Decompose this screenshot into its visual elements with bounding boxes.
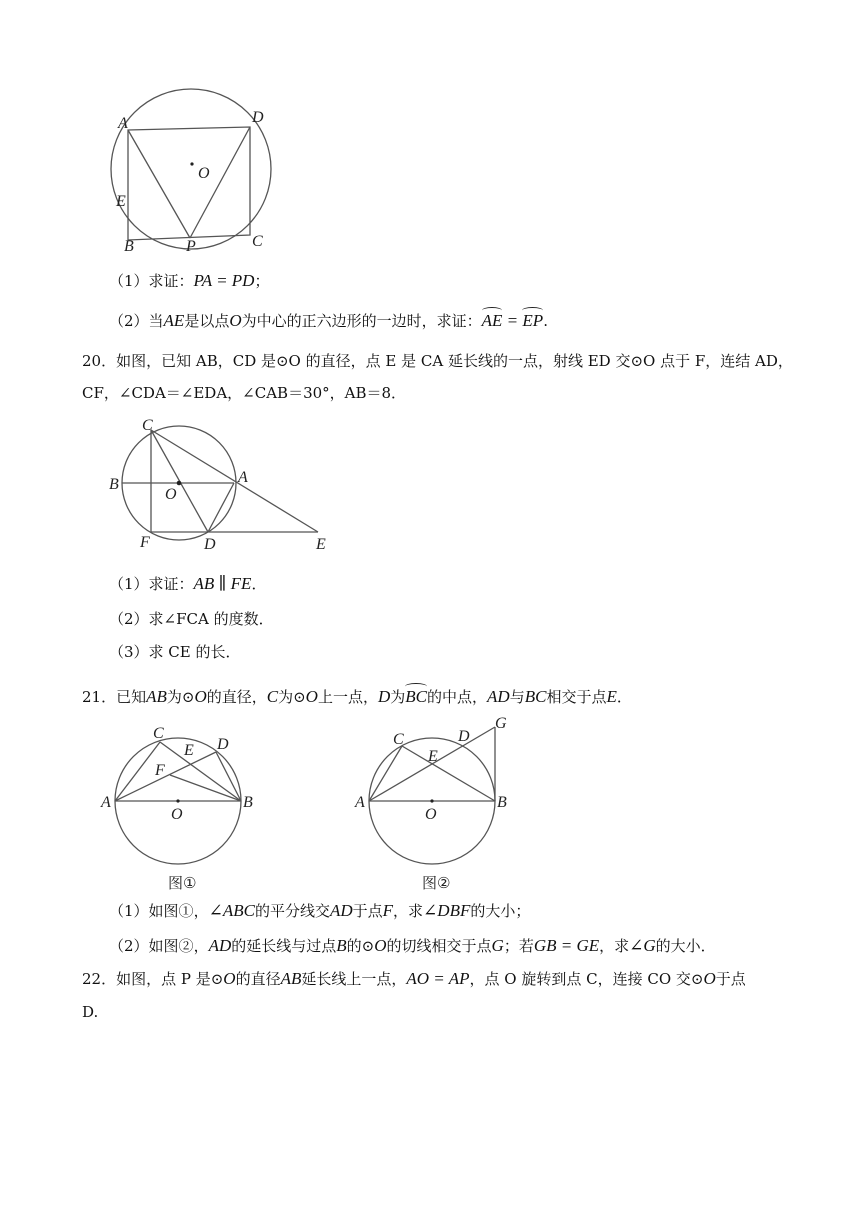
q21-p2-b: ，: [193, 937, 209, 955]
q21-figure-1: [98, 718, 268, 893]
q21-2-segment-ac: [369, 746, 402, 801]
q19-arc-ep: EP: [522, 307, 543, 332]
q21-1-label-c: C: [153, 725, 164, 742]
q21-part1: [109, 900, 530, 922]
q19-center-dot: [190, 162, 193, 165]
q21-p2-angle: ∠G: [629, 936, 656, 955]
q20-label-d: D: [204, 536, 216, 553]
q21-1-center-dot: [176, 799, 179, 802]
q19-part2-mid1: 是以点: [184, 312, 230, 330]
q19-part2-eq: =: [502, 311, 523, 330]
q21-diagram-2: [352, 714, 522, 894]
q22-stem-line1: [82, 968, 746, 990]
q20-part1-end: ．: [251, 575, 267, 593]
q21-1-caption: 图①: [168, 874, 197, 892]
q21-stem-j: ．: [616, 688, 632, 706]
q19-circle: [111, 89, 271, 249]
q19-part2-ae: AE: [163, 311, 185, 330]
q21-stem-b: 为⊙: [166, 688, 195, 706]
q19-figure: [110, 88, 280, 258]
q21-1-label-e: E: [184, 742, 194, 759]
q20-diagram: [108, 416, 338, 556]
q21-2-label-d: D: [458, 728, 470, 745]
q21-stem-f: 为: [390, 688, 406, 706]
q19-part1-prefix: （1）求证：: [109, 272, 194, 290]
q19-label-o: O: [198, 165, 210, 182]
q21-p1-e: ，求: [393, 902, 424, 920]
q21-2-label-a: A: [355, 794, 365, 811]
q21-p1-d: 于点: [352, 902, 383, 920]
q19-part2-o: O: [229, 311, 242, 330]
q19-part2-mid2: 为中心的正六边形的一边时，求证：: [241, 312, 482, 330]
q21-2-label-g: G: [495, 715, 507, 732]
q22-stem-d: ，点 O 旋转到点 C，连接 CO 交⊙: [469, 970, 704, 988]
q21-stem-bc2: BC: [524, 687, 547, 706]
q21-figure-2: [352, 714, 522, 894]
q21-p2-c: 的延长线与过点: [231, 937, 337, 955]
q19-label-d: D: [252, 109, 264, 126]
q21-stem-cc: C: [266, 687, 279, 706]
q21-stem-d: 为⊙: [278, 688, 306, 706]
q19-part1-math: PA = PD: [193, 271, 255, 290]
q19-part1: [109, 270, 269, 292]
q19-quadrilateral: [128, 127, 250, 240]
q21-p1-ad: AD: [329, 901, 353, 920]
q21-stem-o2: O: [305, 687, 318, 706]
q19-arc-ae: AE: [482, 307, 503, 332]
q20-label-c: C: [142, 417, 153, 434]
q21-stem-dd: D: [377, 687, 391, 706]
q20-part2: （2）求∠FCA 的度数．: [109, 610, 274, 628]
q19-part1-end: ；: [254, 272, 270, 290]
q21-2-label-o: O: [425, 806, 437, 823]
q19-segment-ap: [128, 130, 190, 238]
q19-segment-dp: [190, 127, 250, 238]
q22-stem-e: 于点: [715, 970, 746, 988]
q21-stem-i: 相交于点: [546, 688, 607, 706]
q22-stem-c: 延长线上一点，: [301, 970, 407, 988]
q21-p2-i: 的大小．: [655, 937, 716, 955]
q20-label-f: F: [140, 534, 150, 551]
q21-1-label-d: D: [217, 736, 229, 753]
q19-diagram: [110, 88, 280, 258]
q21-p2-h: ，求: [599, 937, 630, 955]
q19-label-a: A: [118, 115, 128, 132]
q19-label-c: C: [252, 233, 263, 250]
q21-p1-n: ①: [178, 902, 194, 920]
q22-stem-b: 的直径: [235, 970, 281, 988]
q19-label-e: E: [116, 193, 126, 210]
q21-1-segment-cb: [160, 742, 241, 801]
q22-stem-ab: AB: [280, 969, 302, 988]
q21-1-label-a: A: [101, 794, 111, 811]
q21-p1-g: 的大小；: [470, 902, 531, 920]
q21-p2-e: 的切线相交于点: [386, 937, 492, 955]
q21-p2-n: ②: [178, 937, 194, 955]
q22-stem-line2: D.: [82, 1003, 99, 1021]
q21-2-caption: 图②: [422, 874, 451, 892]
q21-stem-a: 21．已知: [82, 688, 147, 706]
q21-p2-d: 的⊙: [346, 937, 375, 955]
q21-p2-f: ；若: [503, 937, 534, 955]
q21-stem-g: 的中点，: [427, 688, 488, 706]
q21-stem-ee: E: [606, 687, 617, 706]
q20-stem-line2: CF，∠CDA＝∠EDA，∠CAB＝30°，AB＝8．: [82, 384, 407, 402]
q20-part1-prefix: （1）求证：: [109, 575, 194, 593]
q21-1-label-f: F: [155, 762, 165, 779]
q20-label-e: E: [316, 536, 326, 553]
q21-p1-a: （1）如图: [109, 902, 179, 920]
q21-1-label-b: B: [243, 794, 253, 811]
q21-stem: [82, 683, 632, 708]
q21-p1-abc: ∠ABC: [208, 901, 255, 920]
q21-2-label-e: E: [428, 748, 438, 765]
q21-p1-b: ，: [193, 902, 209, 920]
q21-2-label-c: C: [393, 731, 404, 748]
q21-stem-o: O: [194, 687, 207, 706]
q22-stem-o2: O: [703, 969, 716, 988]
q20-figure: [108, 416, 338, 556]
q21-p2-o: O: [374, 936, 387, 955]
q22-stem-o: O: [223, 969, 236, 988]
q19-part2-end: .: [543, 312, 548, 330]
q21-stem-ad: AD: [487, 687, 510, 706]
q21-2-label-b: B: [497, 794, 507, 811]
q19-part2-prefix: （2）当: [109, 312, 164, 330]
q20-part1: [109, 573, 266, 595]
q22-stem-a: 22．如图，点 P 是⊙: [82, 970, 224, 988]
q21-p2-bb: B: [336, 936, 347, 955]
q20-label-a: A: [238, 469, 248, 486]
q20-label-o: O: [165, 486, 177, 503]
q21-p2-a: （2）如图: [109, 937, 179, 955]
q20-segment-ce: [151, 430, 318, 532]
q21-stem-e: 上一点，: [317, 688, 378, 706]
q21-p2-ad: AD: [208, 936, 232, 955]
q21-stem-c: 的直径，: [206, 688, 267, 706]
q21-part2: [109, 935, 716, 957]
q20-stem-line1: 20．如图，已知 AB，CD 是⊙O 的直径，点 E 是 CA 延长线的一点，射线 ED 交⊙O 点于 F，连结 AD，: [82, 352, 793, 370]
q21-p2-g: G: [491, 936, 504, 955]
q19-label-p: P: [186, 238, 196, 255]
q21-2-center-dot: [430, 799, 433, 802]
q20-part1-math: AB ∥ FE: [193, 574, 252, 593]
q19-part2: [109, 307, 548, 332]
q20-label-b: B: [109, 476, 119, 493]
q20-center-dot: [177, 481, 182, 486]
q21-p2-eq: GB = GE: [533, 936, 600, 955]
q20-part3: （3）求 CE 的长．: [109, 643, 241, 661]
q21-p1-dbf: ∠DBF: [423, 901, 471, 920]
q21-arc-bc: BC: [405, 683, 427, 708]
q21-diagram-1: [98, 718, 268, 893]
q21-1-label-o: O: [171, 806, 183, 823]
q19-label-b: B: [124, 238, 134, 255]
q22-stem-eq: AO = AP: [406, 969, 470, 988]
q21-p1-c: 的平分线交: [254, 902, 330, 920]
q21-p1-f: F: [382, 901, 394, 920]
q21-stem-h: 与: [509, 688, 525, 706]
q21-stem-ab: AB: [146, 687, 167, 706]
